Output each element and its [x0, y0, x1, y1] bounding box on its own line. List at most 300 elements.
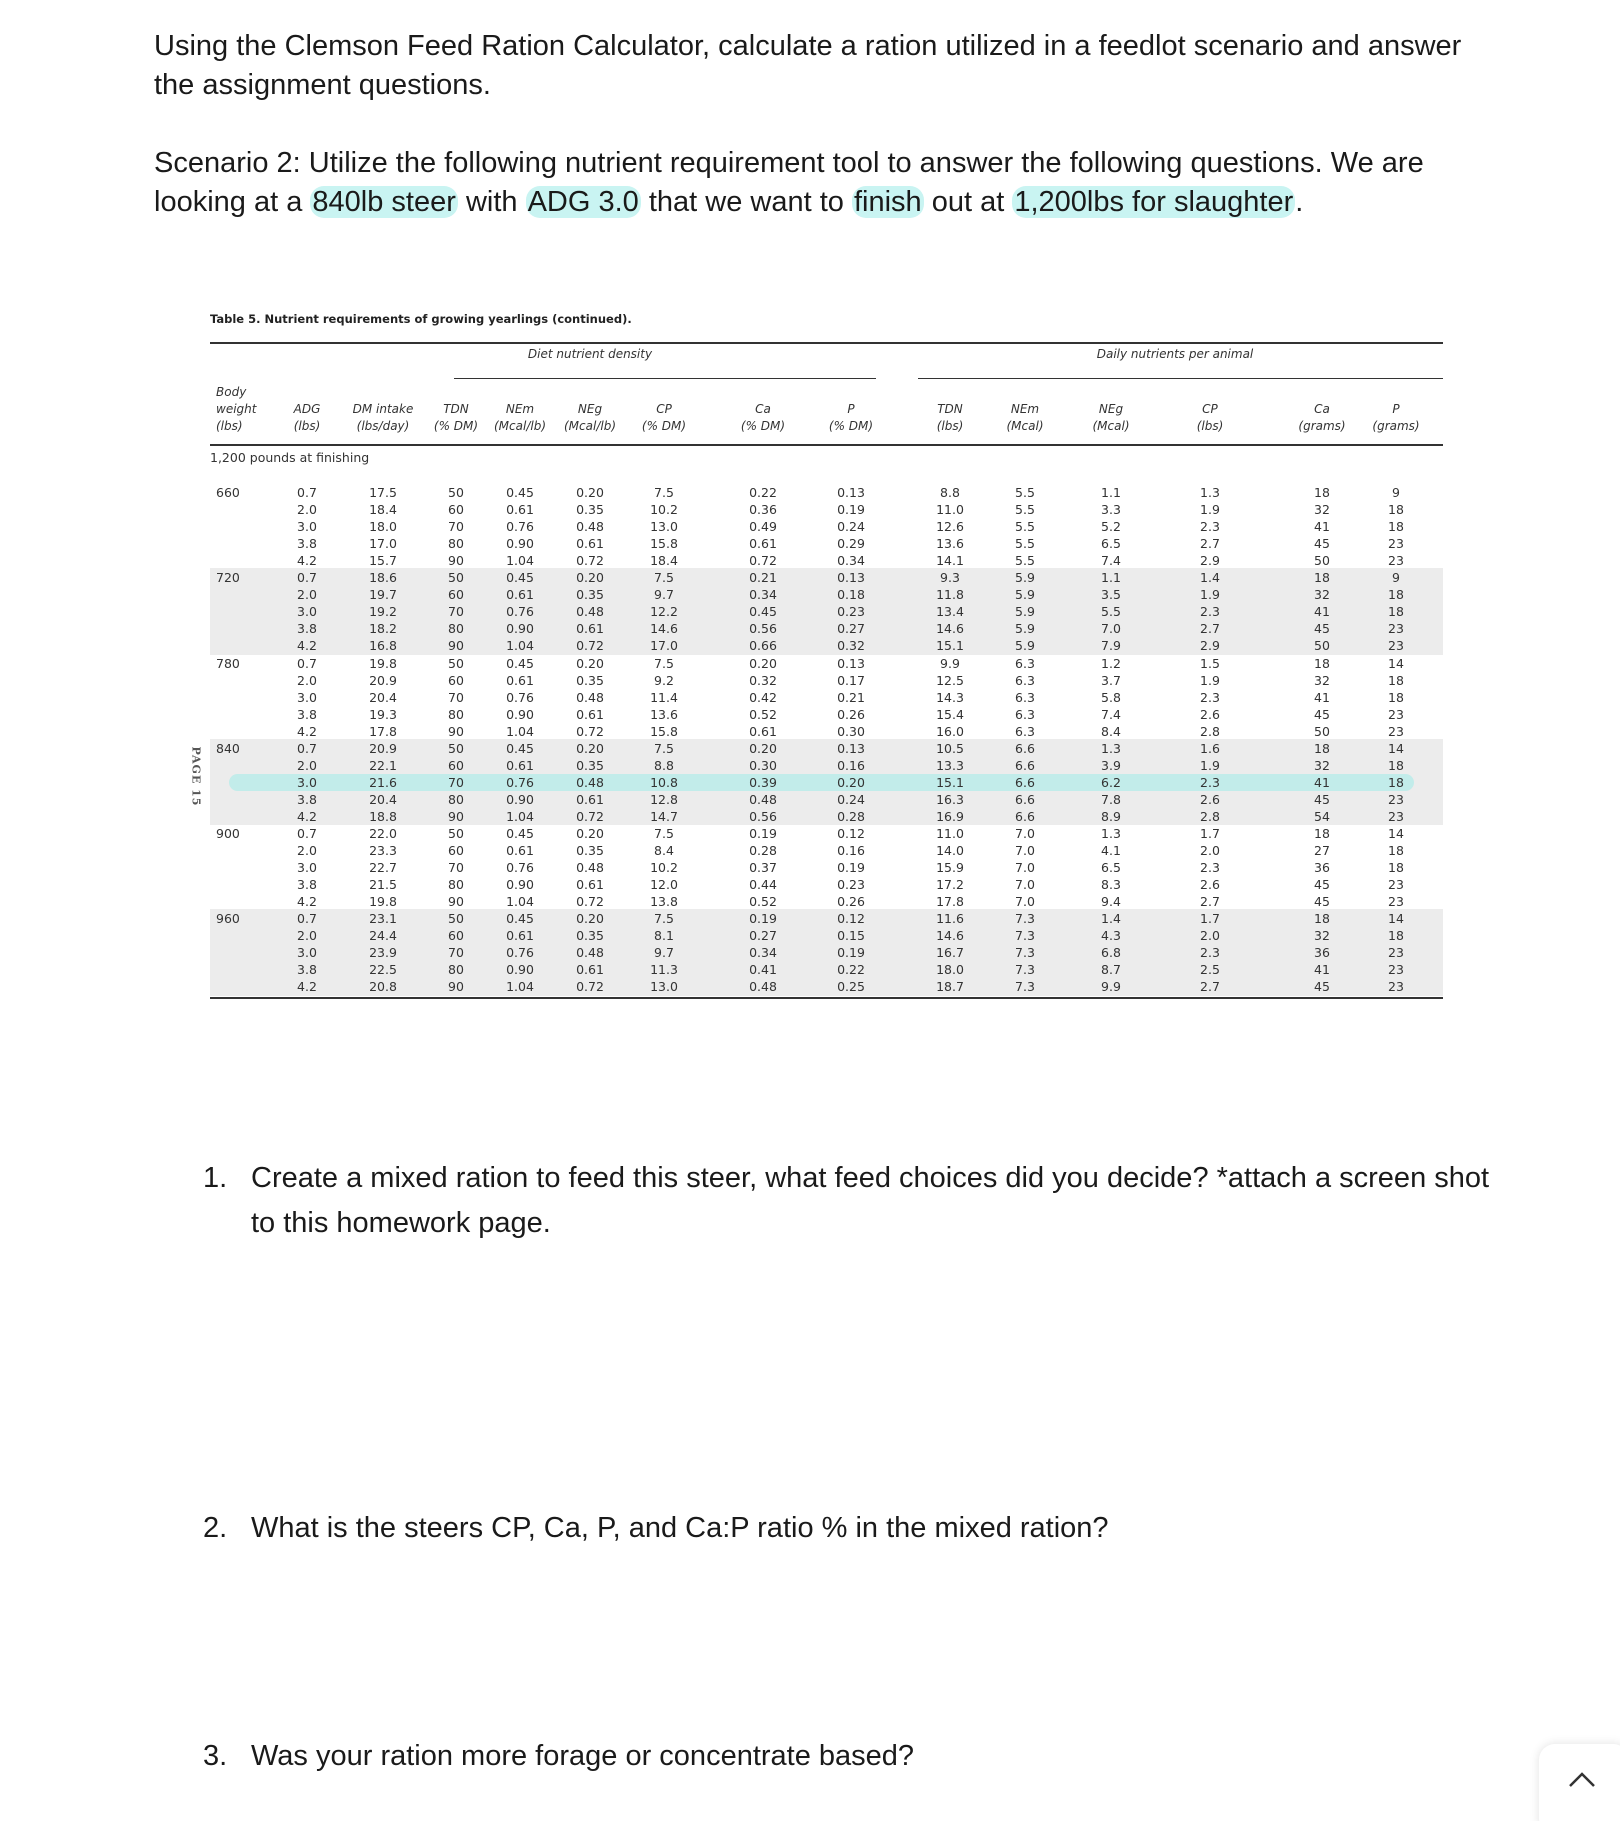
- table-cell: 2.9: [1200, 638, 1220, 654]
- table-cell: 90: [448, 723, 464, 739]
- table-cell: 0.22: [837, 962, 865, 978]
- table-cell: 18.4: [369, 502, 397, 518]
- table-cell: 0.16: [837, 757, 865, 773]
- table-cell: 0.35: [576, 843, 604, 859]
- table-cell: 18: [1314, 655, 1330, 671]
- column-header-line: CP: [656, 402, 672, 416]
- table-cell: 70: [448, 945, 464, 961]
- column-header: [216, 384, 256, 435]
- table-cell: 13.6: [936, 536, 964, 552]
- table-cell: 3.8: [297, 706, 317, 722]
- table-cell: 23: [1388, 791, 1404, 807]
- column-header-line: (Mcal/lb): [564, 419, 616, 433]
- table-cell: 45: [1314, 621, 1330, 637]
- table-cell: 0.34: [749, 945, 777, 961]
- table-cell: 17.0: [650, 638, 678, 654]
- table-cell: 18: [1388, 689, 1404, 705]
- table-cell: 32: [1314, 672, 1330, 688]
- table-cell: 0.45: [506, 570, 534, 586]
- table-cell: 0.19: [837, 945, 865, 961]
- table-cell: 0.7: [297, 740, 317, 756]
- table-cell: 50: [448, 740, 464, 756]
- table-cell: 7.5: [654, 485, 674, 500]
- table-cell: 7.8: [1101, 791, 1121, 807]
- table-cell: 1.3: [1101, 826, 1121, 841]
- table-cell: 3.7: [1101, 672, 1121, 688]
- table-cell: 0.61: [506, 928, 534, 944]
- table-cell: 11.0: [936, 826, 964, 841]
- table-cell: 7.4: [1101, 553, 1121, 569]
- table-cell: 18: [1388, 672, 1404, 688]
- table-cell: 14.7: [650, 808, 678, 824]
- table-cell: 23: [1388, 945, 1404, 961]
- table-cell: 0.61: [749, 536, 777, 552]
- table-cell: 16.7: [936, 945, 964, 961]
- table-cell: 23: [1388, 877, 1404, 893]
- table-cell: 9.4: [1101, 894, 1121, 910]
- table-cell: 0.61: [506, 843, 534, 859]
- table-cell: 0.30: [749, 757, 777, 773]
- table-cell: 0.72: [576, 553, 604, 569]
- table-cell: 0.61: [506, 672, 534, 688]
- table-cell: 0.90: [506, 962, 534, 978]
- table-cell: 6.3: [1015, 706, 1035, 722]
- column-header: [494, 401, 546, 435]
- table-cell: 41: [1314, 774, 1330, 790]
- column-header-line: TDN: [443, 402, 469, 416]
- table-cell: 14.3: [936, 689, 964, 705]
- table-cell: 18.4: [650, 553, 678, 569]
- table-cell: 90: [448, 553, 464, 569]
- table-cell: 1.4: [1200, 570, 1220, 586]
- column-header-line: DM intake: [352, 402, 414, 416]
- table-cell: 0.52: [749, 894, 777, 910]
- table-cell: 0.90: [506, 791, 534, 807]
- table-cell: 0.7: [297, 570, 317, 586]
- table-cell: 0.20: [837, 774, 865, 790]
- table-cell: 0.61: [576, 621, 604, 637]
- column-header-line: P: [847, 402, 855, 416]
- column-header-line: P: [1392, 402, 1400, 416]
- table-cell: 15.4: [936, 706, 964, 722]
- table-cell: 1.04: [506, 979, 534, 995]
- table-cell: 90: [448, 979, 464, 995]
- column-header-line: (lbs): [936, 419, 964, 433]
- table-cell: 2.7: [1200, 979, 1220, 995]
- body-weight-cell: 780: [216, 655, 240, 671]
- table-cell: 0.90: [506, 706, 534, 722]
- column-header: [829, 401, 873, 435]
- table-cell: 1.6: [1200, 740, 1220, 756]
- table-cell: 0.35: [576, 928, 604, 944]
- table-cell: 5.5: [1015, 519, 1035, 535]
- table-cell: 0.20: [749, 740, 777, 756]
- table-cell: 12.2: [650, 604, 678, 620]
- table-cell: 18: [1314, 826, 1330, 841]
- table-cell: 12.5: [936, 672, 964, 688]
- table-cell: 80: [448, 536, 464, 552]
- table-cell: 2.0: [297, 587, 317, 603]
- column-header-line: CP: [1202, 402, 1218, 416]
- table-cell: 6.6: [1015, 791, 1035, 807]
- table-cell: 0.61: [576, 791, 604, 807]
- table-cell: 11.6: [936, 911, 964, 927]
- table-cell: 5.5: [1015, 502, 1035, 518]
- table-cell: 0.61: [506, 502, 534, 518]
- table-cell: 7.3: [1015, 962, 1035, 978]
- table-cell: 0.37: [749, 860, 777, 876]
- table-cell: 0.21: [749, 570, 777, 586]
- table-cell: 5.9: [1015, 570, 1035, 586]
- table-cell: 6.6: [1015, 740, 1035, 756]
- column-header-line: (lbs): [293, 419, 321, 433]
- table-cell: 0.26: [837, 706, 865, 722]
- table-cell: 45: [1314, 536, 1330, 552]
- table-cell: 13.8: [650, 894, 678, 910]
- table-cell: 0.20: [576, 655, 604, 671]
- table-cell: 3.0: [297, 945, 317, 961]
- table-cell: 4.2: [297, 808, 317, 824]
- table-cell: 0.76: [506, 945, 534, 961]
- table-cell: 0.23: [837, 877, 865, 893]
- column-header: [1372, 401, 1419, 435]
- table-cell: 50: [1314, 723, 1330, 739]
- table-cell: 14.0: [936, 843, 964, 859]
- table-cell: 7.3: [1015, 979, 1035, 995]
- table-cell: 0.48: [576, 774, 604, 790]
- table-cell: 2.0: [1200, 843, 1220, 859]
- table-cell: 0.35: [576, 502, 604, 518]
- table-cell: 3.8: [297, 962, 317, 978]
- group-header-diet: Diet nutrient density: [527, 347, 653, 361]
- column-header: [1092, 401, 1129, 435]
- table-cell: 0.23: [837, 604, 865, 620]
- table-cell: 0.72: [576, 979, 604, 995]
- column-header: [434, 401, 478, 435]
- table-cell: 41: [1314, 962, 1330, 978]
- table-cell: 32: [1314, 757, 1330, 773]
- table-cell: 22.5: [369, 962, 397, 978]
- table-cell: 8.7: [1101, 962, 1121, 978]
- scenario-text: out at: [923, 186, 1013, 218]
- table-cell: 1.7: [1200, 911, 1220, 927]
- table-cell: 7.3: [1015, 945, 1035, 961]
- table-cell: 50: [448, 485, 464, 500]
- table-cell: 0.20: [576, 911, 604, 927]
- table-cell: 0.72: [749, 553, 777, 569]
- table-cell: 5.8: [1101, 689, 1121, 705]
- table-cell: 0.45: [506, 485, 534, 500]
- table-cell: 1.3: [1101, 740, 1121, 756]
- table-cell: 7.0: [1015, 894, 1035, 910]
- column-header-line: (Mcal): [1092, 419, 1130, 433]
- scroll-to-top-button[interactable]: [1539, 1744, 1620, 1821]
- table-cell: 15.1: [936, 774, 964, 790]
- column-header-line: (% DM): [433, 419, 479, 433]
- table-cell: 0.45: [506, 740, 534, 756]
- table-cell: 20.9: [369, 740, 397, 756]
- question-text: What is the steers CP, Ca, P, and Ca:P ratio % in the mixed ration?: [251, 1512, 1109, 1544]
- table-cell: 18: [1388, 860, 1404, 876]
- table-cell: 0.7: [297, 826, 317, 841]
- column-header-line: Ca: [755, 402, 771, 416]
- table-cell: 13.3: [936, 757, 964, 773]
- table-cell: 0.12: [837, 826, 865, 841]
- table-cell: 13.4: [936, 604, 964, 620]
- table-cell: 6.6: [1015, 757, 1035, 773]
- table-cell: 19.8: [369, 655, 397, 671]
- table-cell: 0.28: [837, 808, 865, 824]
- table-cell: 80: [448, 962, 464, 978]
- table-cell: 0.24: [837, 791, 865, 807]
- table-cell: 8.3: [1101, 877, 1121, 893]
- highlight-finish: finish: [853, 186, 922, 218]
- table-cell: 1.7: [1200, 826, 1220, 841]
- table-cell: 0.13: [837, 740, 865, 756]
- table-cell: 0.76: [506, 774, 534, 790]
- table-cell: 14: [1388, 740, 1404, 756]
- table-cell: 14.1: [936, 553, 964, 569]
- column-header-line: (% DM): [641, 419, 687, 433]
- column-header-line: (Mcal): [1006, 419, 1044, 433]
- table-cell: 18: [1388, 502, 1404, 518]
- table-cell: 22.7: [369, 860, 397, 876]
- table-cell: 3.5: [1101, 587, 1121, 603]
- column-header: [564, 401, 616, 435]
- body-weight-cell: 960: [216, 911, 240, 927]
- table-cell: 23: [1388, 723, 1404, 739]
- table-cell: 2.7: [1200, 536, 1220, 552]
- table-cell: 2.5: [1200, 962, 1220, 978]
- column-header-line: (grams): [1372, 419, 1420, 433]
- table-cell: 18.0: [936, 962, 964, 978]
- table-cell: 19.7: [369, 587, 397, 603]
- table-bottom-rule: [210, 997, 1443, 999]
- table-cell: 11.8: [936, 587, 964, 603]
- table-cell: 18: [1314, 740, 1330, 756]
- table-cell: 7.5: [654, 740, 674, 756]
- table-cell: 0.41: [749, 962, 777, 978]
- table-cell: 13.0: [650, 519, 678, 535]
- table-cell: 23: [1388, 706, 1404, 722]
- table-cell: 0.48: [576, 519, 604, 535]
- table-cell: 41: [1314, 689, 1330, 705]
- table-cell: 18.0: [369, 519, 397, 535]
- table-cell: 90: [448, 894, 464, 910]
- table-cell: 0.44: [749, 877, 777, 893]
- table-cell: 2.3: [1200, 774, 1220, 790]
- table-cell: 7.4: [1101, 706, 1121, 722]
- table-cell: 50: [448, 570, 464, 586]
- table-cell: 0.45: [506, 655, 534, 671]
- table-cell: 0.35: [576, 587, 604, 603]
- table-cell: 3.8: [297, 791, 317, 807]
- table-cell: 15.7: [369, 553, 397, 569]
- table-cell: 2.9: [1200, 553, 1220, 569]
- table-cell: 0.19: [749, 826, 777, 841]
- question-number: 3.: [203, 1740, 228, 1772]
- table-cell: 0.76: [506, 604, 534, 620]
- table-cell: 1.9: [1200, 672, 1220, 688]
- table-cell: 3.8: [297, 877, 317, 893]
- column-header-line: NEg: [1098, 402, 1124, 416]
- column-header-line: TDN: [937, 402, 963, 416]
- table-cell: 2.0: [297, 672, 317, 688]
- table-cell: 0.32: [749, 672, 777, 688]
- table-cell: 3.9: [1101, 757, 1121, 773]
- table-cell: 23: [1388, 621, 1404, 637]
- table-cell: 0.25: [837, 979, 865, 995]
- table-cell: 0.45: [749, 604, 777, 620]
- table-cell: 0.27: [749, 928, 777, 944]
- table-cell: 6.2: [1101, 774, 1121, 790]
- table-cell: 0.76: [506, 860, 534, 876]
- table-cell: 16.3: [936, 791, 964, 807]
- table-cell: 17.5: [369, 485, 397, 500]
- table-cell: 2.3: [1200, 945, 1220, 961]
- table-cell: 0.45: [506, 826, 534, 841]
- table-cell: 18: [1388, 604, 1404, 620]
- table-cell: 14: [1388, 911, 1404, 927]
- table-cell: 0.61: [576, 877, 604, 893]
- table-cell: 70: [448, 689, 464, 705]
- table-cell: 19.2: [369, 604, 397, 620]
- column-header-line: NEg: [577, 402, 603, 416]
- table-cell: 23: [1388, 894, 1404, 910]
- table-cell: 9.9: [1101, 979, 1121, 995]
- table-cell: 0.30: [837, 723, 865, 739]
- table-cell: 90: [448, 808, 464, 824]
- table-cell: 0.90: [506, 621, 534, 637]
- scenario-text: .: [1295, 186, 1304, 218]
- table-cell: 0.20: [749, 655, 777, 671]
- table-cell: 1.1: [1101, 485, 1121, 500]
- question-number: 2.: [203, 1512, 228, 1544]
- table-cell: 0.66: [749, 638, 777, 654]
- table-cell: 10.5: [936, 740, 964, 756]
- table-cell: 22.0: [369, 826, 397, 841]
- table-cell: 0.19: [749, 911, 777, 927]
- table-cell: 24.4: [369, 928, 397, 944]
- table-cell: 7.3: [1015, 911, 1035, 927]
- table-cell: 1.9: [1200, 587, 1220, 603]
- table-cell: 23: [1388, 553, 1404, 569]
- table-cell: 18.8: [369, 808, 397, 824]
- table-cell: 3.0: [297, 860, 317, 876]
- table-cell: 0.19: [837, 860, 865, 876]
- column-header-line: (lbs): [1196, 419, 1224, 433]
- table-cell: 70: [448, 519, 464, 535]
- table-cell: 23: [1388, 638, 1404, 654]
- table-cell: 45: [1314, 706, 1330, 722]
- group-rule-daily: [918, 378, 1443, 379]
- table-cell: 36: [1314, 860, 1330, 876]
- column-header: [741, 401, 785, 435]
- table-cell: 50: [448, 911, 464, 927]
- table-cell: 60: [448, 587, 464, 603]
- table-cell: 15.8: [650, 723, 678, 739]
- table-cell: 70: [448, 774, 464, 790]
- table-cell: 9: [1392, 485, 1400, 500]
- table-cell: 0.34: [837, 553, 865, 569]
- group-header-daily: Daily nutrients per animal: [1096, 347, 1254, 361]
- table-cell: 3.0: [297, 774, 317, 790]
- table-cell: 2.3: [1200, 689, 1220, 705]
- table-cell: 0.61: [506, 587, 534, 603]
- table-cell: 70: [448, 604, 464, 620]
- table-cell: 0.12: [837, 911, 865, 927]
- column-header: [642, 401, 686, 435]
- table-cell: 7.0: [1101, 621, 1121, 637]
- table-cell: 9.2: [654, 672, 674, 688]
- table-cell: 2.6: [1200, 706, 1220, 722]
- table-cell: 18: [1388, 928, 1404, 944]
- table-cell: 0.45: [506, 911, 534, 927]
- table-cell: 9.7: [654, 945, 674, 961]
- table-cell: 4.2: [297, 723, 317, 739]
- table-cell: 0.56: [749, 808, 777, 824]
- table-cell: 14.6: [936, 928, 964, 944]
- table-cell: 0.13: [837, 655, 865, 671]
- table-cell: 60: [448, 757, 464, 773]
- group-rule-diet: [454, 378, 876, 379]
- table-cell: 15.9: [936, 860, 964, 876]
- table-cell: 7.5: [654, 655, 674, 671]
- body-weight-cell: 720: [216, 570, 240, 586]
- table-cell: 12.0: [650, 877, 678, 893]
- table-cell: 4.2: [297, 894, 317, 910]
- table-cell: 2.6: [1200, 791, 1220, 807]
- table-cell: 4.2: [297, 979, 317, 995]
- highlight-weight: 840lb steer: [312, 186, 456, 218]
- table-cell: 23: [1388, 536, 1404, 552]
- table-cell: 10.2: [650, 860, 678, 876]
- table-cell: 60: [448, 843, 464, 859]
- table-cell: 1.1: [1101, 570, 1121, 586]
- table-cell: 0.27: [837, 621, 865, 637]
- table-cell: 0.13: [837, 570, 865, 586]
- table-cell: 3.0: [297, 519, 317, 535]
- column-header-line: (% DM): [828, 419, 874, 433]
- table-cell: 80: [448, 621, 464, 637]
- column-header-line: (lbs/day): [356, 419, 410, 433]
- table-cell: 18: [1388, 587, 1404, 603]
- column-header: [1006, 401, 1043, 435]
- table-cell: 5.5: [1015, 553, 1035, 569]
- table-cell: 19.3: [369, 706, 397, 722]
- table-cell: 32: [1314, 587, 1330, 603]
- table-cell: 10.8: [650, 774, 678, 790]
- table-cell: 14: [1388, 655, 1404, 671]
- column-header-line: Ca: [1314, 402, 1330, 416]
- table-cell: 8.1: [654, 928, 674, 944]
- table-cell: 5.2: [1101, 519, 1121, 535]
- table-cell: 0.20: [576, 740, 604, 756]
- table-cell: 70: [448, 860, 464, 876]
- table-cell: 1.5: [1200, 655, 1220, 671]
- table-cell: 0.48: [576, 860, 604, 876]
- table-cell: 0.7: [297, 485, 317, 500]
- table-cell: 0.35: [576, 672, 604, 688]
- table-cell: 5.5: [1101, 604, 1121, 620]
- table-cell: 11.3: [650, 962, 678, 978]
- table-cell: 41: [1314, 604, 1330, 620]
- table-cell: 3.3: [1101, 502, 1121, 518]
- table-cell: 5.5: [1015, 485, 1035, 500]
- highlight-adg: ADG 3.0: [527, 186, 639, 218]
- column-header: [294, 401, 321, 435]
- table-cell: 6.3: [1015, 655, 1035, 671]
